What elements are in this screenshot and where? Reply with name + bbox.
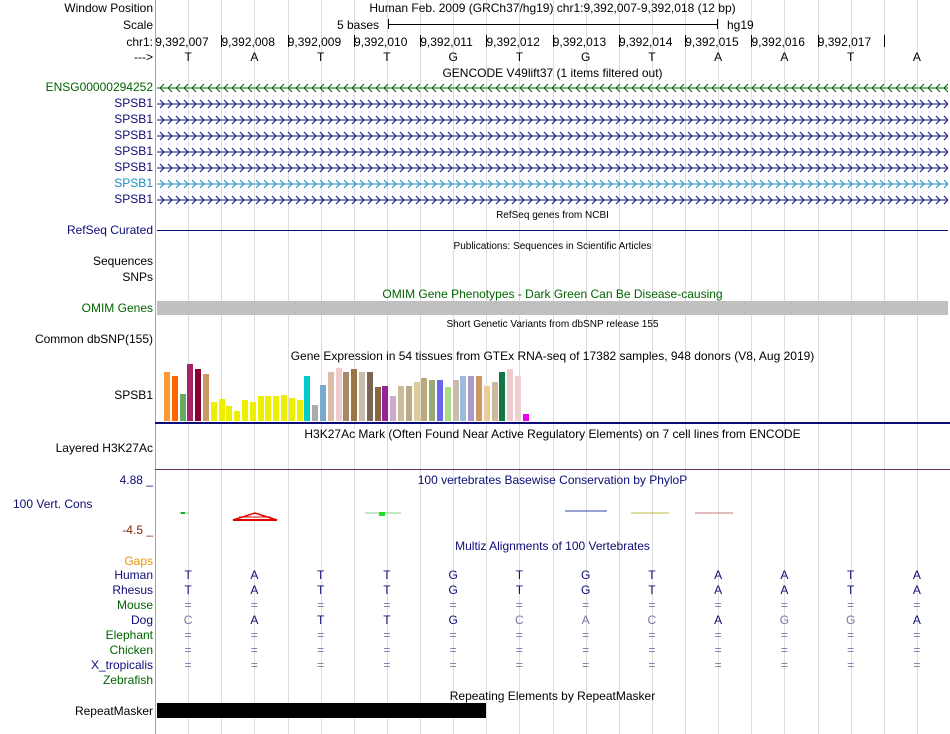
gtex-bar[interactable] xyxy=(265,396,271,421)
multiz-species-label[interactable]: Mouse xyxy=(116,598,153,612)
gtex-bar[interactable] xyxy=(258,396,264,421)
multiz-base: G xyxy=(448,613,458,627)
gtex-bar[interactable] xyxy=(421,378,427,421)
repeatmasker-label[interactable]: RepeatMasker xyxy=(74,704,153,718)
gtex-bar[interactable] xyxy=(429,380,435,421)
phylop-title: 100 vertebrates Basewise Conservation by PhyloP xyxy=(417,473,688,487)
omim-feature[interactable] xyxy=(157,301,948,315)
ruler-coord: 9,392,012 xyxy=(486,35,540,49)
multiz-base: G xyxy=(448,568,458,582)
multiz-base: = xyxy=(714,628,722,642)
multiz-base: A xyxy=(780,568,789,582)
phylop-plot[interactable] xyxy=(155,500,950,526)
scale-bases: 5 bases xyxy=(337,18,380,32)
gtex-bar[interactable] xyxy=(351,369,357,421)
multiz-base: = xyxy=(780,658,788,672)
gtex-bar[interactable] xyxy=(445,387,451,421)
gtex-bar[interactable] xyxy=(187,364,193,421)
sequence-base: A xyxy=(714,50,723,64)
label-separator xyxy=(155,0,156,734)
multiz-base: G xyxy=(845,613,856,627)
multiz-base: = xyxy=(648,643,656,657)
gtex-bar[interactable] xyxy=(437,380,443,421)
gaps-label: Gaps xyxy=(124,554,153,568)
h3k27ac-title: H3K27Ac Mark (Often Found Near Active Regulatory Elements) on 7 cell lines from ENCODE xyxy=(304,427,801,441)
ruler-label: chr1: xyxy=(126,35,153,49)
multiz-base: = xyxy=(714,658,722,672)
multiz-base: T xyxy=(316,583,325,597)
ruler-coord: 9,392,015 xyxy=(685,35,739,49)
multiz-species-label[interactable]: Rhesus xyxy=(112,583,153,597)
multiz-base: G xyxy=(580,583,591,597)
sequence-base: A xyxy=(780,50,789,64)
multiz-species-label[interactable]: Chicken xyxy=(109,643,153,657)
gencode-item-feature[interactable] xyxy=(157,114,948,124)
publications-title: Publications: Sequences in Scientific Articles xyxy=(453,241,652,252)
gtex-bar[interactable] xyxy=(273,396,279,421)
multiz-base: T xyxy=(316,613,325,627)
ruler-coord: 9,392,014 xyxy=(619,35,673,49)
gtex-bar[interactable] xyxy=(390,396,396,421)
multiz-base: A xyxy=(581,613,590,627)
gtex-bar[interactable] xyxy=(226,406,232,421)
sequence-base: G xyxy=(580,50,591,64)
multiz-base: T xyxy=(846,583,855,597)
repeatmasker-title: Repeating Elements by RepeatMasker xyxy=(449,689,656,703)
multiz-base: T xyxy=(383,613,391,627)
gtex-bar[interactable] xyxy=(468,376,474,421)
gtex-label[interactable]: SPSB1 xyxy=(114,388,153,402)
gtex-bar[interactable] xyxy=(476,376,482,421)
multiz-base: = xyxy=(847,658,855,672)
multiz-base: A xyxy=(912,568,921,582)
gencode-item-feature[interactable] xyxy=(157,98,948,108)
sequences-label[interactable]: Sequences xyxy=(92,254,153,268)
multiz-species-label[interactable]: Zebrafish xyxy=(102,673,153,687)
gtex-bar[interactable] xyxy=(172,376,178,421)
multiz-base: = xyxy=(383,658,391,672)
dbsnp-title: Short Genetic Variants from dbSNP release 155 xyxy=(446,319,659,330)
sequence-base: T xyxy=(515,50,524,64)
gtex-bar[interactable] xyxy=(453,380,459,421)
gencode-item-label[interactable]: SPSB1 xyxy=(114,128,153,142)
ruler-tick xyxy=(884,35,885,47)
multiz-base: T xyxy=(383,568,391,582)
gencode-item-label[interactable]: SPSB1 xyxy=(114,176,153,190)
ruler-coord: 9,392,008 xyxy=(221,35,275,49)
gtex-bar[interactable] xyxy=(367,372,373,421)
multiz-species-label[interactable]: X_tropicalis xyxy=(90,658,153,672)
gtex-bar[interactable] xyxy=(281,395,287,421)
gencode-item-label[interactable]: SPSB1 xyxy=(114,112,153,126)
multiz-base: = xyxy=(780,598,788,612)
sequence-label: ---> xyxy=(134,50,153,64)
multiz-base: = xyxy=(582,643,590,657)
gtex-bar[interactable] xyxy=(499,372,505,421)
gtex-baseline xyxy=(155,422,950,424)
multiz-base: = xyxy=(184,643,192,657)
gtex-bar[interactable] xyxy=(242,400,248,421)
multiz-base: = xyxy=(847,643,855,657)
multiz-base: = xyxy=(250,598,258,612)
sequence-base: A xyxy=(250,50,259,64)
multiz-base: A xyxy=(250,568,259,582)
multiz-base: = xyxy=(648,628,656,642)
gtex-bar[interactable] xyxy=(219,399,225,421)
sequence-base: T xyxy=(316,50,325,64)
multiz-species-label[interactable]: Human xyxy=(114,568,153,582)
sequence-base: G xyxy=(448,50,458,64)
multiz-base: = xyxy=(449,658,457,672)
multiz-base: T xyxy=(316,568,325,582)
multiz-base: A xyxy=(714,583,723,597)
multiz-species-label[interactable]: Elephant xyxy=(105,628,153,642)
multiz-base: = xyxy=(913,658,921,672)
gtex-bar[interactable] xyxy=(250,402,256,421)
window-position-label: Window Position xyxy=(64,1,153,15)
phylop-label[interactable]: 100 Vert. Cons xyxy=(13,497,93,511)
multiz-base: = xyxy=(383,598,391,612)
window-position-text: Human Feb. 2009 (GRCh37/hg19) chr1:9,392,007-9,392,018 (12 bp) xyxy=(369,1,736,15)
multiz-base: = xyxy=(250,658,258,672)
gtex-bar[interactable] xyxy=(523,414,529,421)
gtex-bar[interactable] xyxy=(328,372,334,421)
multiz-base: = xyxy=(582,598,590,612)
multiz-base: T xyxy=(383,583,391,597)
multiz-base: = xyxy=(648,598,656,612)
multiz-base: = xyxy=(317,628,325,642)
gtex-bar[interactable] xyxy=(312,405,318,421)
multiz-base: = xyxy=(250,643,258,657)
multiz-base: = xyxy=(648,658,656,672)
gtex-bar[interactable] xyxy=(492,382,498,421)
multiz-base: = xyxy=(780,628,788,642)
scale-assembly: hg19 xyxy=(727,18,754,32)
gencode-item-label[interactable]: SPSB1 xyxy=(114,160,153,174)
sequence-base: T xyxy=(383,50,391,64)
multiz-base: T xyxy=(648,568,656,582)
ruler-coord: 9,392,016 xyxy=(751,35,805,49)
gtex-bar[interactable] xyxy=(375,387,381,421)
gencode-title: GENCODE V49lift37 (1 items filtered out) xyxy=(442,66,663,80)
multiz-title: Multiz Alignments of 100 Vertebrates xyxy=(455,539,650,553)
gencode-item-label[interactable]: SPSB1 xyxy=(114,192,153,206)
scale-label: Scale xyxy=(122,18,153,32)
omim-title: OMIM Gene Phenotypes - Dark Green Can Be Disease-causing xyxy=(382,287,723,301)
multiz-base: A xyxy=(714,613,723,627)
multiz-base: = xyxy=(184,598,192,612)
ruler-coord: 9,392,013 xyxy=(552,35,607,49)
gtex-bar[interactable] xyxy=(180,394,186,421)
gtex-bar[interactable] xyxy=(398,386,404,421)
multiz-base: = xyxy=(780,643,788,657)
gtex-bar[interactable] xyxy=(203,374,209,421)
gtex-bar[interactable] xyxy=(234,411,240,421)
snps-label[interactable]: SNPs xyxy=(122,270,153,284)
gtex-bar[interactable] xyxy=(460,376,466,421)
gtex-bar[interactable] xyxy=(406,386,412,421)
multiz-base: = xyxy=(449,643,457,657)
multiz-base: = xyxy=(515,643,523,657)
gencode-item-feature[interactable] xyxy=(157,162,948,172)
multiz-base: T xyxy=(515,568,524,582)
multiz-base: G xyxy=(448,583,458,597)
h3k27ac-line xyxy=(155,469,950,470)
gencode-item-label[interactable]: ENSG00000294252 xyxy=(45,80,153,94)
multiz-base: A xyxy=(250,583,259,597)
gtex-bar[interactable] xyxy=(382,386,388,421)
gtex-bar[interactable] xyxy=(304,376,310,421)
gtex-bar[interactable] xyxy=(336,368,342,421)
gtex-bar[interactable] xyxy=(289,398,295,421)
ruler-coord: 9,392,010 xyxy=(354,35,408,49)
multiz-base: = xyxy=(184,628,192,642)
gencode-item-feature[interactable] xyxy=(157,178,948,188)
multiz-base: T xyxy=(648,583,656,597)
gencode-item-feature[interactable] xyxy=(157,194,948,204)
ruler-coord: 9,392,011 xyxy=(420,35,473,49)
multiz-base: = xyxy=(913,598,921,612)
refseq-title: RefSeq genes from NCBI xyxy=(496,210,609,221)
multiz-base: T xyxy=(184,583,192,597)
sequence-base: T xyxy=(846,50,855,64)
repeatmasker-feature[interactable] xyxy=(157,703,486,718)
gtex-bar[interactable] xyxy=(414,382,420,421)
gencode-item-feature[interactable] xyxy=(157,146,948,156)
gtex-bar-chart[interactable] xyxy=(164,364,544,421)
multiz-base: A xyxy=(912,613,921,627)
multiz-base: = xyxy=(847,598,855,612)
ruler-coord: 9,392,007 xyxy=(155,35,209,49)
phylop-min: -4.5 _ xyxy=(122,523,153,537)
gtex-bar[interactable] xyxy=(359,372,365,421)
omim-label[interactable]: OMIM Genes xyxy=(81,301,153,315)
multiz-base: A xyxy=(780,583,789,597)
multiz-base: A xyxy=(912,583,921,597)
multiz-base: = xyxy=(714,598,722,612)
phylop-max: 4.88 _ xyxy=(119,473,153,487)
multiz-base: G xyxy=(779,613,790,627)
ruler-coord: 9,392,009 xyxy=(287,35,342,49)
multiz-base: C xyxy=(183,613,193,627)
sequence-base: T xyxy=(648,50,656,64)
multiz-base: C xyxy=(647,613,657,627)
dbsnp-label[interactable]: Common dbSNP(155) xyxy=(34,332,153,346)
sequence-base: A xyxy=(912,50,921,64)
multiz-base: = xyxy=(582,628,590,642)
gtex-bar[interactable] xyxy=(320,385,326,421)
multiz-base: = xyxy=(714,643,722,657)
multiz-base: G xyxy=(580,568,591,582)
multiz-base: = xyxy=(913,628,921,642)
multiz-base: = xyxy=(913,643,921,657)
multiz-base: = xyxy=(383,628,391,642)
gencode-item-feature[interactable] xyxy=(157,82,948,92)
gtex-bar[interactable] xyxy=(484,386,490,421)
multiz-base: = xyxy=(317,658,325,672)
multiz-base: = xyxy=(515,628,523,642)
multiz-base: C xyxy=(515,613,524,627)
gtex-bar[interactable] xyxy=(343,372,349,421)
multiz-base: T xyxy=(846,568,855,582)
multiz-base: A xyxy=(714,568,723,582)
gtex-title: Gene Expression in 54 tissues from GTEx RNA-seq of 17382 samples, 948 donors (V8, Aug 2019) xyxy=(290,349,815,363)
multiz-base: = xyxy=(449,598,457,612)
multiz-base: = xyxy=(317,643,325,657)
gtex-bar[interactable] xyxy=(195,369,201,421)
multiz-base: = xyxy=(250,628,258,642)
gtex-bar[interactable] xyxy=(164,372,170,421)
sequence-base: T xyxy=(184,50,192,64)
multiz-base: = xyxy=(184,658,192,672)
multiz-base: = xyxy=(515,658,523,672)
gencode-item-feature[interactable] xyxy=(157,130,948,140)
multiz-base: = xyxy=(317,598,325,612)
multiz-base: T xyxy=(184,568,192,582)
multiz-base: = xyxy=(515,598,523,612)
multiz-base: T xyxy=(515,583,524,597)
ruler-coord: 9,392,017 xyxy=(817,35,872,49)
multiz-base: A xyxy=(250,613,259,627)
multiz-base: = xyxy=(847,628,855,642)
refseq-label[interactable]: RefSeq Curated xyxy=(66,223,153,237)
gtex-bar[interactable] xyxy=(297,400,303,421)
gtex-bar[interactable] xyxy=(507,369,513,421)
multiz-species-label[interactable]: Dog xyxy=(130,613,153,627)
gtex-bar[interactable] xyxy=(211,402,217,421)
refseq-line xyxy=(157,230,948,231)
scale-bar xyxy=(388,17,718,29)
gtex-bar[interactable] xyxy=(515,376,521,421)
multiz-base: = xyxy=(449,628,457,642)
h3k27ac-label[interactable]: Layered H3K27Ac xyxy=(55,441,153,455)
gencode-item-label[interactable]: SPSB1 xyxy=(114,96,153,110)
multiz-base: = xyxy=(582,658,590,672)
gencode-item-label[interactable]: SPSB1 xyxy=(114,144,153,158)
multiz-base: = xyxy=(383,643,391,657)
